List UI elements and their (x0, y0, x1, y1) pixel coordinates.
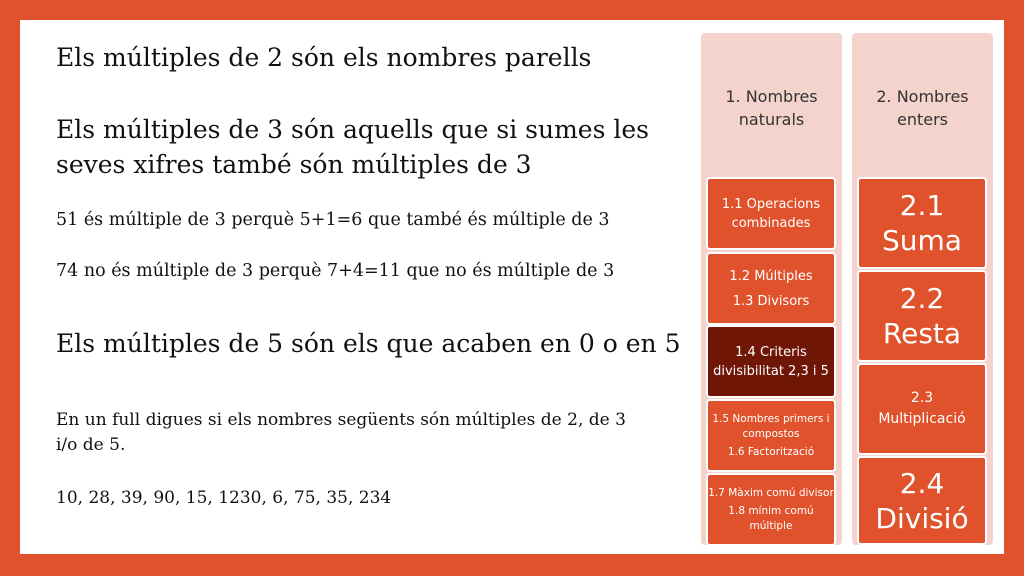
nav-item-label: 2.2 (899, 282, 945, 315)
multiples-of-5-rule: Els múltiples de 5 són els que acaben en 0 o en 5 (56, 329, 681, 358)
nav-item-label: Divisió (875, 501, 969, 535)
example-51: 51 és múltiple de 3 perquè 5+1=6 que també és múltiple de 3 (56, 210, 610, 230)
nav-item-2-1-suma[interactable] (857, 177, 987, 269)
nav-item-label: divisibilitat 2,3 i 5 (713, 363, 829, 379)
nav-item-1-2-1-3-multiples-divisors[interactable] (706, 252, 836, 325)
nav-item-2-4-divisio[interactable] (857, 456, 987, 545)
nav-item-label: 1.8 mínim comú (728, 504, 814, 517)
column-title-natural-numbers (701, 85, 842, 131)
nav-item-1-7-1-8-mcd-mcm[interactable] (706, 473, 836, 546)
nav-item-2-2-resta[interactable] (857, 270, 987, 362)
nav-item-1-4-criteris-active[interactable] (706, 325, 836, 398)
nav-item-label: Multiplicació (878, 411, 966, 427)
nav-column-natural-numbers (701, 33, 842, 545)
nav-item-label: 2.4 (899, 466, 945, 500)
nav-item-label: 1.3 Divisors (732, 293, 810, 309)
multiples-of-3-rule-line1: Els múltiples de 3 són aquells que si sumes les (56, 115, 649, 144)
exercise-instruction-line2: i/o de 5. (56, 435, 126, 455)
multiples-of-3-rule-line2: seves xifres també són múltiples de 3 (56, 150, 532, 179)
nav-item-label: compostos (742, 427, 800, 440)
nav-item-label: 2.3 (910, 390, 934, 406)
nav-item-1-1-operacions[interactable] (706, 177, 836, 250)
nav-item-label: Suma (882, 224, 962, 257)
nav-item-label: múltiple (749, 519, 793, 532)
exercise-instruction-line1: En un full digues si els nombres següents són múltiples de 2, de 3 (56, 410, 626, 430)
nav-item-label: 1.7 Màxim comú divisor (708, 486, 834, 499)
nav-item-label: combinades (731, 215, 811, 231)
example-74: 74 no és múltiple de 3 perquè 7+4=11 que no és múltiple de 3 (56, 261, 615, 281)
nav-item-1-5-1-6-primers-factoritzacio[interactable] (706, 399, 836, 472)
multiples-of-2-rule: Els múltiples de 2 són els nombres parells (56, 43, 592, 72)
exercise-number-list: 10, 28, 39, 90, 15, 1230, 6, 75, 35, 234 (56, 488, 392, 508)
nav-item-label: 1.4 Criteris (735, 344, 807, 360)
nav-item-label: 1.2 Múltiples (729, 268, 813, 284)
nav-column-integers (852, 33, 993, 545)
nav-item-label: 2.1 (899, 189, 945, 222)
column-title-integers (852, 85, 993, 131)
nav-item-label: Resta (882, 317, 962, 350)
nav-item-2-3-multiplicacio[interactable] (857, 363, 987, 455)
nav-item-label: 1.5 Nombres primers i (712, 412, 830, 425)
nav-item-label: 1.6 Factorització (727, 445, 815, 458)
column-title-line: 1. Nombres naturals (725, 87, 818, 129)
nav-item-label: 1.1 Operacions (721, 196, 821, 212)
column-title-line: 2. Nombres enters (876, 87, 969, 129)
